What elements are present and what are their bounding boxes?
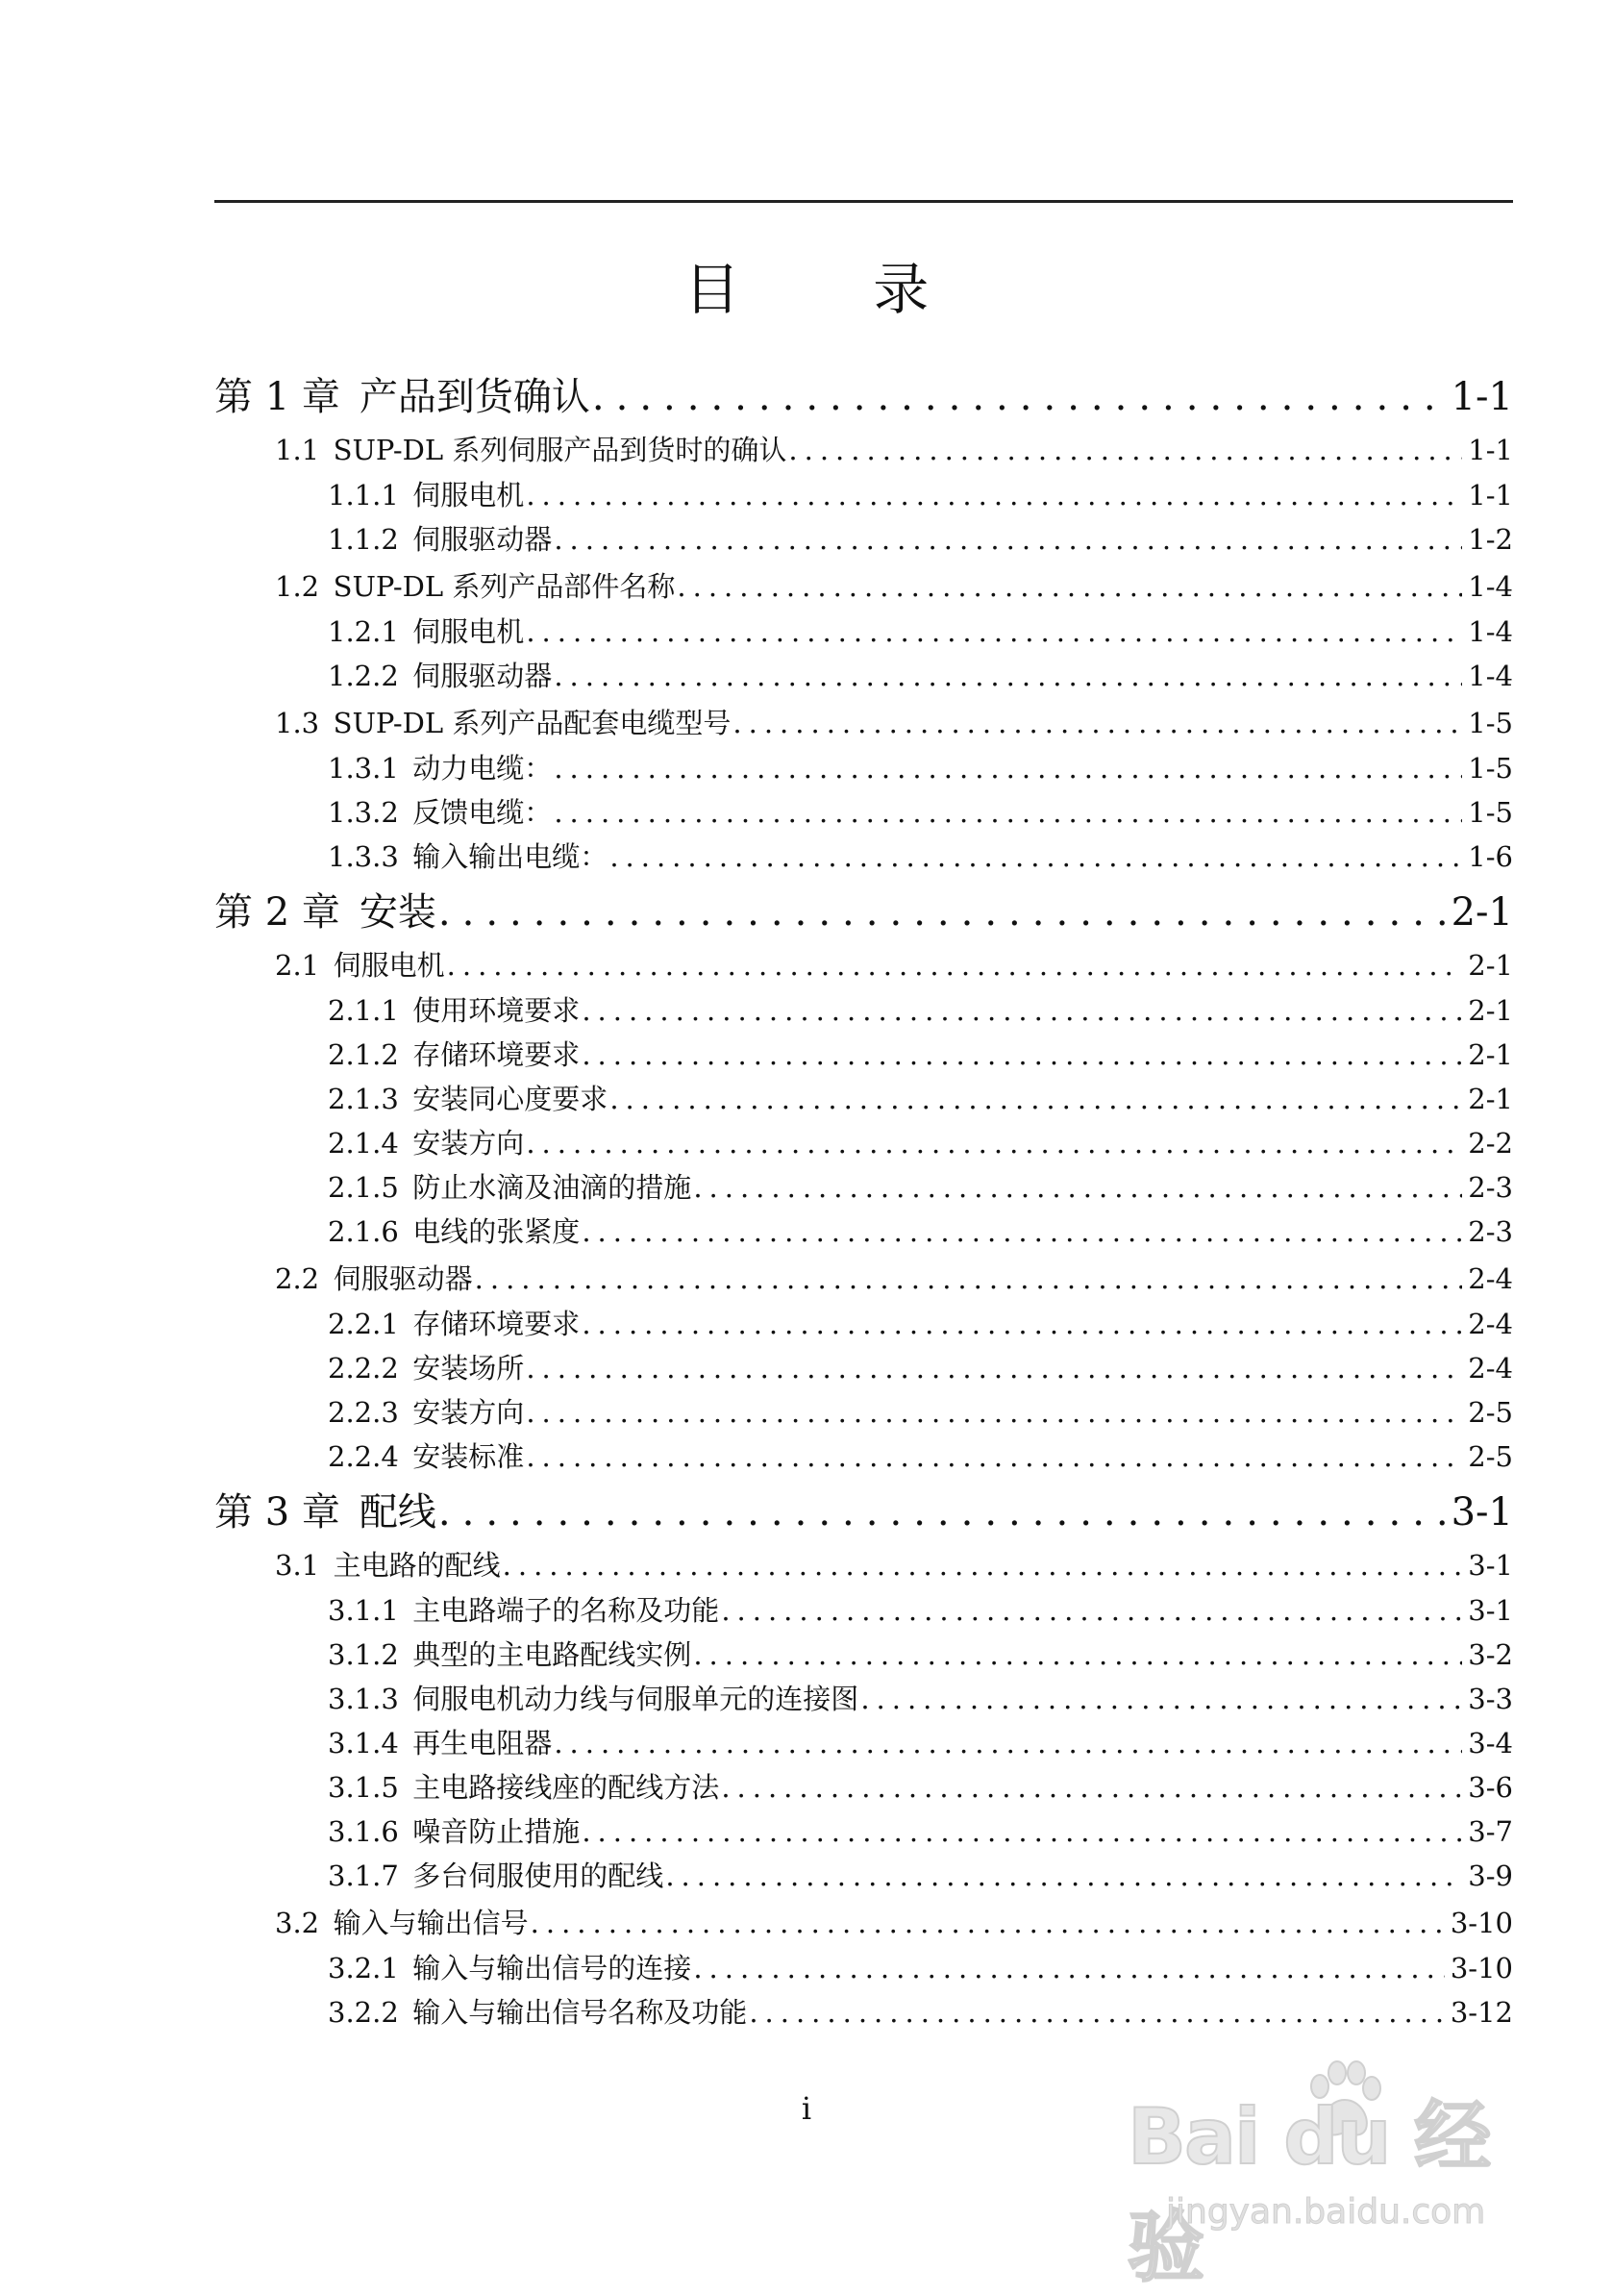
toc-entry-sub[interactable]	[214, 1854, 1513, 1898]
toc-dot-leader	[554, 517, 1462, 562]
toc-entry-page: 1-1	[1468, 434, 1513, 466]
toc-entry-title: SUP-DL 系列产品配套电缆型号	[333, 707, 732, 739]
toc-entry-label	[328, 1210, 580, 1254]
toc-entry-number: 2.2	[275, 1262, 320, 1295]
toc-entry-page: 3-3	[1468, 1683, 1513, 1715]
toc-entry-section[interactable]	[214, 564, 1513, 610]
toc-entry-sub[interactable]	[214, 1677, 1513, 1721]
toc-entry-title: 伺服电机	[412, 479, 525, 512]
toc-dot-leader	[526, 1390, 1462, 1435]
baidu-jingyan-watermark	[1128, 2058, 1512, 2292]
toc-dot-leader	[732, 701, 1462, 746]
toc-entry-page: 3-10	[1450, 1952, 1513, 1984]
toc-dot-leader	[475, 1257, 1463, 1302]
toc-entry-sub[interactable]	[214, 1946, 1513, 1990]
toc-dot-leader	[721, 1588, 1462, 1633]
toc-entry-sub[interactable]	[214, 1809, 1513, 1854]
toc-entry-chapter[interactable]	[214, 369, 1513, 425]
toc-dot-leader	[693, 1946, 1445, 1990]
toc-entry-title: 反馈电缆：	[412, 796, 553, 829]
toc-entry-sub[interactable]	[214, 1302, 1513, 1346]
toc-dot-leader	[503, 1543, 1463, 1588]
toc-entry-label	[214, 1485, 436, 1540]
toc-dot-leader	[860, 1677, 1462, 1721]
toc-entry-page: 1-2	[1468, 523, 1513, 556]
toc-entry-number: 2.1.2	[328, 1038, 399, 1071]
toc-entry-section[interactable]	[214, 1901, 1513, 1946]
toc-entry-title: 主电路的配线	[333, 1549, 501, 1582]
toc-entry-number: 2.1.1	[328, 994, 399, 1027]
toc-entry-number: 3.1.5	[328, 1771, 399, 1804]
toc-entry-sub[interactable]	[214, 1435, 1513, 1479]
toc-entry-sub[interactable]	[214, 517, 1513, 562]
toc-entry-sub[interactable]	[214, 790, 1513, 835]
toc-dot-leader	[721, 1765, 1462, 1809]
toc-entry-title: 防止水滴及油滴的措施	[412, 1171, 692, 1204]
toc-dot-leader	[554, 790, 1462, 835]
toc-entry-label	[328, 1854, 663, 1898]
toc-entry-sub[interactable]	[214, 1077, 1513, 1121]
toc-entry-label	[214, 369, 590, 425]
toc-entry-page: 3-2	[1468, 1638, 1513, 1671]
toc-entry-number: 1.3.3	[328, 840, 399, 873]
toc-entry-sub[interactable]	[214, 1765, 1513, 1809]
toc-entry-number: 2.2.2	[328, 1352, 399, 1385]
toc-entry-title: 再生电阻器	[412, 1727, 553, 1759]
toc-entry-section[interactable]	[214, 428, 1513, 473]
toc-entry-title: 安装方向	[412, 1127, 525, 1160]
toc-entry-title: SUP-DL 系列伺服产品到货时的确认	[333, 434, 787, 466]
toc-dot-leader	[526, 1435, 1462, 1479]
toc-entry-page: 3-12	[1450, 1996, 1513, 2029]
toc-entry-sub[interactable]	[214, 1210, 1513, 1254]
toc-entry-page: 2-3	[1468, 1171, 1513, 1204]
toc-entry-title: 主电路端子的名称及功能	[412, 1594, 720, 1627]
toc-entry-label	[328, 1077, 608, 1121]
toc-entry-chapter[interactable]	[214, 1485, 1513, 1540]
toc-entry-sub[interactable]	[214, 1588, 1513, 1633]
toc-entry-label	[328, 1435, 524, 1479]
header-rule	[214, 200, 1513, 203]
toc-entry-sub[interactable]	[214, 1165, 1513, 1210]
toc-dot-leader	[438, 885, 1446, 940]
toc-entry-title: 安装场所	[412, 1352, 525, 1385]
toc-entry-number: 3.1.3	[328, 1683, 399, 1715]
toc-entry-section[interactable]	[214, 701, 1513, 746]
toc-entry-title: 安装同心度要求	[412, 1083, 608, 1115]
toc-entry-label	[275, 428, 786, 473]
toc-dot-leader	[693, 1633, 1462, 1677]
toc-entry-sub[interactable]	[214, 1633, 1513, 1677]
toc-entry-page: 3-1	[1451, 1490, 1513, 1535]
toc-entry-sub[interactable]	[214, 835, 1513, 879]
toc-entry-label	[328, 1302, 580, 1346]
toc-dot-leader	[693, 1165, 1462, 1210]
toc-entry-label	[328, 654, 552, 698]
toc-entry-title: 输入输出电缆：	[412, 840, 608, 873]
toc-entry-title: 产品到货确认	[359, 375, 590, 419]
toc-entry-title: 典型的主电路配线实例	[412, 1638, 692, 1671]
toc-entry-number: 1.1	[275, 434, 320, 466]
toc-entry-title: 安装方向	[412, 1396, 525, 1429]
toc-entry-number: 1.2.2	[328, 660, 399, 692]
toc-entry-number: 1.3.2	[328, 796, 399, 829]
toc-dot-leader	[526, 1346, 1462, 1390]
toc-entry-chapter[interactable]	[214, 885, 1513, 940]
toc-entry-page: 1-4	[1468, 615, 1513, 648]
toc-dot-leader	[554, 1721, 1462, 1765]
toc-entry-number: 3.2	[275, 1907, 320, 1939]
toc-entry-title: 伺服电机	[333, 949, 445, 982]
toc-entry-page: 3-1	[1468, 1549, 1513, 1582]
toc-entry-number: 2.2.1	[328, 1308, 399, 1340]
toc-entry-label	[328, 473, 524, 517]
toc-entry-page: 2-5	[1468, 1396, 1513, 1429]
toc-entry-label	[275, 1543, 501, 1588]
toc-entry-title: 存储环境要求	[412, 1308, 581, 1340]
toc-entry-title: SUP-DL 系列产品部件名称	[333, 570, 676, 603]
toc-entry-title: 使用环境要求	[412, 994, 581, 1027]
toc-entry-title: 存储环境要求	[412, 1038, 581, 1071]
toc-entry-label	[328, 835, 608, 879]
toc-dot-leader	[582, 1033, 1462, 1077]
toc-entry-label	[328, 1390, 524, 1435]
toc-entry-number: 1.2.1	[328, 615, 399, 648]
toc-entry-number: 2.1.6	[328, 1215, 399, 1248]
toc-dot-leader	[788, 428, 1462, 473]
toc-entry-label	[328, 1165, 691, 1210]
toc-entry-title: 伺服驱动器	[412, 660, 553, 692]
toc-entry-number: 3.2.2	[328, 1996, 399, 2029]
toc-dot-leader	[582, 1210, 1462, 1254]
watermark-brand: Bai du 经验	[1128, 2092, 1490, 2292]
toc-entry-label	[275, 564, 675, 610]
toc-entry-page: 2-3	[1468, 1215, 1513, 1248]
toc-entry-label	[328, 988, 580, 1033]
toc-entry-page: 2-1	[1468, 949, 1513, 982]
toc-dot-leader	[749, 1990, 1445, 2034]
toc-entry-title: 伺服驱动器	[333, 1262, 473, 1295]
toc-entry-label	[328, 1121, 524, 1165]
toc-entry-section[interactable]	[214, 943, 1513, 988]
toc-entry-page: 2-2	[1468, 1127, 1513, 1160]
toc-entry-label	[328, 1990, 747, 2034]
toc-entry-sub[interactable]	[214, 1721, 1513, 1765]
toc-entry-label	[328, 1677, 858, 1721]
toc-entry-number: 1.3.1	[328, 752, 399, 785]
toc-dot-leader	[582, 1302, 1462, 1346]
toc-dot-leader	[677, 564, 1462, 610]
toc-dot-leader	[582, 1809, 1462, 1854]
toc-entry-section[interactable]	[214, 1257, 1513, 1302]
toc-entry-number: 2.1.3	[328, 1083, 399, 1115]
toc-entry-number: 3.1	[275, 1549, 320, 1582]
toc-entry-title: 噪音防止措施	[412, 1815, 581, 1848]
toc-entry-title: 安装标准	[412, 1440, 525, 1473]
toc-entry-label	[328, 746, 552, 790]
toc-entry-label	[328, 1588, 719, 1633]
toc-entry-number: 1.3	[275, 707, 320, 739]
toc-entry-label	[328, 517, 552, 562]
toc-entry-number: 2.1.4	[328, 1127, 399, 1160]
toc-entry-sub[interactable]	[214, 1390, 1513, 1435]
toc-entry-number: 3.1.6	[328, 1815, 399, 1848]
watermark-url: jingyan.baidu.com	[1166, 2192, 1486, 2232]
toc-dot-leader	[438, 1485, 1446, 1540]
toc-entry-page: 3-4	[1468, 1727, 1513, 1759]
toc-entry-number: 2.1.5	[328, 1171, 399, 1204]
table-of-contents	[214, 363, 1513, 2034]
toc-entry-sub[interactable]	[214, 1990, 1513, 2034]
toc-entry-number: 3.1.2	[328, 1638, 399, 1671]
toc-entry-label	[328, 1765, 719, 1809]
toc-entry-number: 1.2	[275, 570, 320, 603]
toc-dot-leader	[447, 943, 1463, 988]
toc-entry-label	[328, 1721, 552, 1765]
toc-entry-label	[328, 610, 524, 654]
toc-dot-leader	[554, 746, 1462, 790]
toc-entry-label	[328, 1809, 580, 1854]
toc-entry-number: 3.2.1	[328, 1952, 399, 1984]
toc-entry-sub[interactable]	[214, 610, 1513, 654]
toc-entry-section[interactable]	[214, 1543, 1513, 1588]
toc-entry-page: 2-1	[1468, 994, 1513, 1027]
toc-entry-number: 3.1.7	[328, 1859, 399, 1892]
toc-entry-page: 2-1	[1451, 890, 1513, 935]
toc-entry-sub[interactable]	[214, 1121, 1513, 1165]
toc-entry-page: 1-6	[1468, 840, 1513, 873]
toc-entry-title: 主电路接线座的配线方法	[412, 1771, 720, 1804]
toc-dot-leader	[582, 988, 1462, 1033]
toc-dot-leader	[609, 835, 1462, 879]
toc-entry-sub[interactable]	[214, 746, 1513, 790]
toc-entry-page: 2-5	[1468, 1440, 1513, 1473]
toc-dot-leader	[554, 654, 1462, 698]
toc-entry-number: 第 3 章	[214, 1490, 340, 1535]
toc-entry-page: 2-1	[1468, 1038, 1513, 1071]
toc-dot-leader	[531, 1901, 1445, 1946]
page-title: 目 录	[683, 257, 987, 322]
toc-entry-label	[214, 885, 436, 940]
toc-entry-title: 伺服电机动力线与伺服单元的连接图	[412, 1683, 859, 1715]
toc-entry-title: 伺服驱动器	[412, 523, 553, 556]
toc-entry-title: 输入与输出信号的连接	[412, 1952, 692, 1984]
toc-entry-title: 多台伺服使用的配线	[412, 1859, 664, 1892]
toc-entry-label	[275, 1257, 473, 1302]
toc-entry-title: 配线	[359, 1490, 436, 1535]
toc-entry-number: 1.1.1	[328, 479, 399, 512]
toc-entry-number: 1.1.2	[328, 523, 399, 556]
toc-entry-label	[328, 1033, 580, 1077]
toc-entry-page: 1-1	[1451, 375, 1513, 419]
toc-entry-title: 安装	[359, 890, 436, 935]
toc-entry-page: 1-5	[1468, 752, 1513, 785]
toc-entry-page: 2-4	[1468, 1262, 1513, 1295]
toc-entry-page: 2-4	[1468, 1352, 1513, 1385]
toc-entry-number: 3.1.4	[328, 1727, 399, 1759]
toc-dot-leader	[526, 610, 1462, 654]
toc-entry-sub[interactable]	[214, 1346, 1513, 1390]
toc-entry-label	[328, 1346, 524, 1390]
toc-entry-title: 输入与输出信号	[333, 1907, 529, 1939]
toc-entry-number: 第 2 章	[214, 890, 340, 935]
toc-dot-leader	[609, 1077, 1462, 1121]
toc-entry-page: 3-9	[1468, 1859, 1513, 1892]
toc-entry-number: 2.2.4	[328, 1440, 399, 1473]
toc-entry-page: 1-5	[1468, 796, 1513, 829]
toc-entry-sub[interactable]	[214, 988, 1513, 1033]
toc-entry-number: 3.1.1	[328, 1594, 399, 1627]
toc-dot-leader	[592, 369, 1446, 425]
toc-entry-page: 3-10	[1450, 1907, 1513, 1939]
toc-entry-page: 3-1	[1468, 1594, 1513, 1627]
toc-entry-page: 1-4	[1468, 660, 1513, 692]
toc-entry-label	[275, 1901, 529, 1946]
toc-entry-title: 伺服电机	[412, 615, 525, 648]
toc-entry-label	[275, 701, 731, 746]
toc-entry-number: 2.1	[275, 949, 320, 982]
toc-entry-page: 1-4	[1468, 570, 1513, 603]
toc-entry-page: 1-1	[1468, 479, 1513, 512]
toc-entry-page: 2-4	[1468, 1308, 1513, 1340]
toc-entry-label	[328, 1633, 691, 1677]
toc-entry-label	[328, 790, 552, 835]
toc-entry-label	[328, 1946, 691, 1990]
toc-entry-sub[interactable]	[214, 654, 1513, 698]
toc-entry-label	[275, 943, 445, 988]
toc-dot-leader	[526, 1121, 1462, 1165]
toc-entry-sub[interactable]	[214, 473, 1513, 517]
toc-entry-number: 第 1 章	[214, 375, 340, 419]
toc-entry-title: 电线的张紧度	[412, 1215, 581, 1248]
toc-entry-page: 1-5	[1468, 707, 1513, 739]
toc-entry-sub[interactable]	[214, 1033, 1513, 1077]
toc-entry-title: 动力电缆：	[412, 752, 553, 785]
toc-entry-title: 输入与输出信号名称及功能	[412, 1996, 748, 2029]
toc-entry-page: 2-1	[1468, 1083, 1513, 1115]
toc-dot-leader	[665, 1854, 1462, 1898]
toc-dot-leader	[526, 473, 1462, 517]
toc-entry-page: 3-7	[1468, 1815, 1513, 1848]
page-number: i	[801, 2090, 812, 2127]
toc-entry-page: 3-6	[1468, 1771, 1513, 1804]
toc-entry-number: 2.2.3	[328, 1396, 399, 1429]
